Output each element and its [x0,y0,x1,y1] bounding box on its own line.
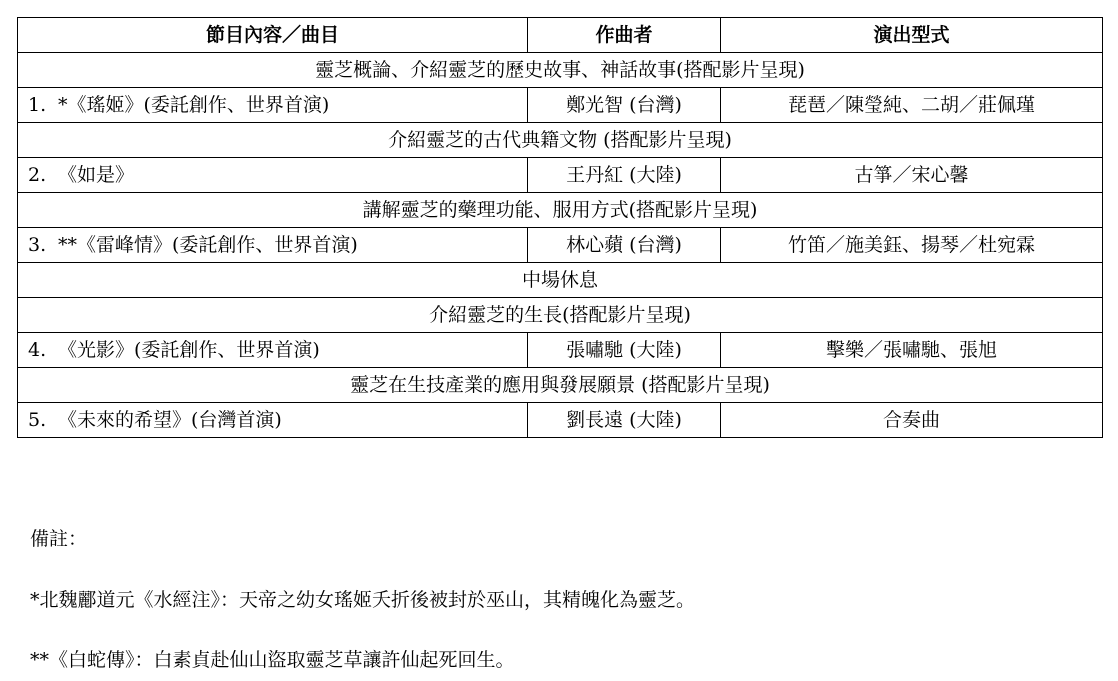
section-text: 靈芝在生技產業的應用與發展願景 (搭配影片呈現) [18,368,1103,403]
notes-heading: 備註： [30,528,88,550]
piece-row [18,333,1103,368]
piece-row [18,403,1103,438]
piece-row [18,228,1103,263]
column-header-program: 節目內容／曲目 [18,18,528,53]
piece-cell [18,228,528,263]
piece-title: 《光影》(委託創作、世界首演) [58,339,320,361]
piece-cell [18,88,528,123]
section-text: 介紹靈芝的生長(搭配影片呈現) [18,298,1103,333]
program-table [17,17,1103,438]
piece-number: 2. [28,164,47,186]
table-header-row [18,18,1103,53]
section-row [18,193,1103,228]
section-row [18,123,1103,158]
note-item: *北魏酈道元《水經注》：天帝之幼女瑤姬夭折後被封於巫山，其精魄化為靈芝。 [30,589,696,611]
composer-cell: 王丹紅 (大陸) [528,158,721,193]
section-text: 講解靈芝的藥理功能、服用方式(搭配影片呈現) [18,193,1103,228]
piece-title: 《如是》 [58,164,135,186]
performance-cell: 琵琶／陳瑩純、二胡／莊佩瑾 [721,88,1103,123]
section-row [18,263,1103,298]
piece-cell [18,158,528,193]
piece-number: 4. [28,339,47,361]
piece-number: 1. [28,94,47,116]
performance-cell: 合奏曲 [721,403,1103,438]
performance-cell: 擊樂／張嘯馳、張旭 [721,333,1103,368]
section-text: 介紹靈芝的古代典籍文物 (搭配影片呈現) [18,123,1103,158]
column-header-composer: 作曲者 [528,18,721,53]
section-row [18,368,1103,403]
piece-title: 《未來的希望》(台灣首演) [58,409,282,431]
composer-cell: 林心蘋 (台灣) [528,228,721,263]
piece-title: **《雷峰情》(委託創作、世界首演) [58,234,358,256]
composer-cell: 張嘯馳 (大陸) [528,333,721,368]
composer-cell: 劉長遠 (大陸) [528,403,721,438]
section-row [18,53,1103,88]
piece-cell [18,333,528,368]
piece-number: 5. [28,409,47,431]
section-text: 靈芝概論、介紹靈芝的歷史故事、神話故事(搭配影片呈現) [18,53,1103,88]
piece-row [18,158,1103,193]
section-row [18,298,1103,333]
composer-cell: 鄭光智 (台灣) [528,88,721,123]
piece-cell [18,403,528,438]
performance-cell: 竹笛／施美鈺、揚琴／杜宛霖 [721,228,1103,263]
section-text: 中場休息 [18,263,1103,298]
column-header-performance: 演出型式 [721,18,1103,53]
piece-number: 3. [28,234,47,256]
piece-title: *《瑤姬》(委託創作、世界首演) [58,94,330,116]
performance-cell: 古箏／宋心馨 [721,158,1103,193]
note-item: **《白蛇傳》：白素貞赴仙山盜取靈芝草讓許仙起死回生。 [30,649,515,671]
piece-row [18,88,1103,123]
